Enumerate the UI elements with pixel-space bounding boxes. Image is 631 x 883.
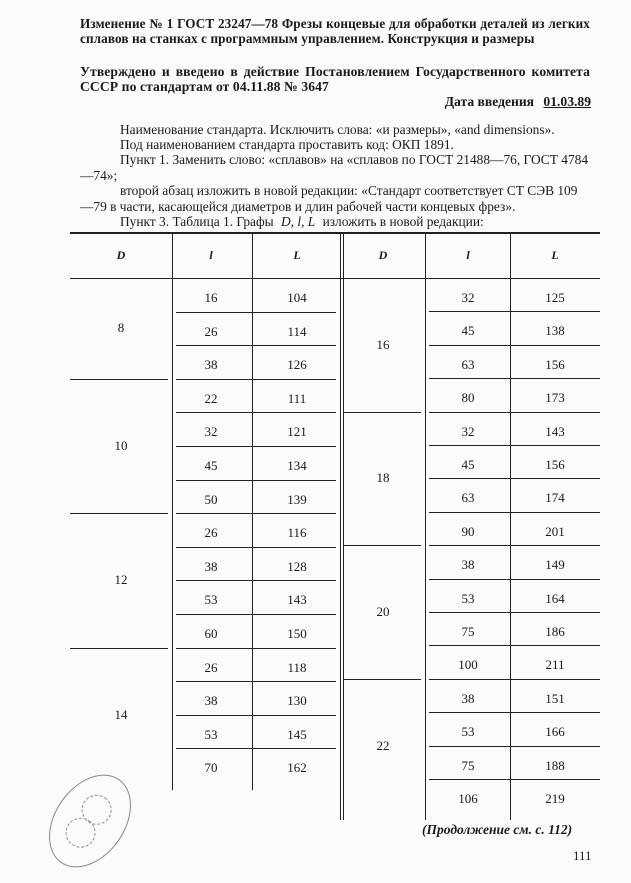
- continuation-note: (Продолжение см. с. 112): [422, 822, 573, 837]
- table-rule: [70, 278, 600, 279]
- cell-D: 12: [114, 572, 128, 588]
- paragraph-4: второй абзац изложить в новой редакции: «Стандарт соответствует СТ СЭВ 109—79 в части, касающейся диаметров и длин рабочей части концевых фрез».: [80, 183, 578, 214]
- table-rule: [429, 746, 600, 747]
- cell-l: 63: [461, 490, 475, 506]
- cell-L: 173: [545, 390, 565, 406]
- cell-L: 134: [287, 458, 307, 473]
- cell-l: 26: [204, 525, 218, 541]
- cell-L: 104: [287, 290, 307, 305]
- column-header-l: l: [209, 248, 213, 262]
- table-rule: [70, 648, 168, 649]
- p5-suffix: изложить в новой редакции:: [322, 214, 484, 229]
- table-rule: [176, 412, 336, 413]
- paragraph-2: Под наименованием стандарта проставить код: ОКП 1891.: [120, 137, 454, 152]
- cell-D: 22: [376, 737, 390, 753]
- column-header-d: D: [116, 248, 126, 262]
- intro-date: [445, 94, 591, 110]
- cell-l: 38: [204, 693, 218, 709]
- table-rule: [429, 512, 600, 513]
- column-rule: [425, 232, 426, 820]
- cell-D: 8: [117, 320, 125, 336]
- column-header-l: l: [466, 248, 470, 262]
- column-rule: [340, 232, 341, 820]
- cell-l: 38: [461, 690, 475, 706]
- table-rule: [176, 547, 336, 548]
- cell-l: 45: [461, 457, 475, 472]
- cell-D: 18: [376, 470, 390, 486]
- cell-l: 32: [204, 424, 218, 440]
- table-rule: [70, 513, 168, 514]
- table-rule: [176, 345, 336, 346]
- cell-l: 53: [461, 590, 475, 606]
- cell-l: 60: [204, 626, 218, 641]
- cell-L: 139: [287, 491, 307, 507]
- paragraph-5: [120, 214, 484, 230]
- cell-L: 186: [545, 624, 565, 639]
- cell-l: 50: [204, 491, 218, 507]
- table-rule: [176, 648, 336, 649]
- cell-L: 111: [287, 390, 307, 406]
- cell-L: 156: [545, 457, 565, 472]
- table-rule: [344, 412, 421, 413]
- column-header-d: D: [378, 248, 388, 262]
- cell-l: 32: [461, 290, 475, 305]
- page-number: 111: [573, 848, 592, 863]
- p5-prefix: Пункт 3. Таблица 1. Графы: [120, 214, 274, 229]
- table-rule: [176, 446, 336, 447]
- cell-L: 219: [545, 791, 565, 806]
- cell-l: 53: [461, 724, 475, 740]
- table-rule: [429, 545, 600, 546]
- cell-l: 38: [461, 557, 475, 573]
- cell-l: 45: [461, 323, 475, 339]
- cell-L: 125: [545, 290, 565, 305]
- amendment-title: Изменение № 1 ГОСТ 23247—78 Фрезы концевые для обработки деталей из легких сплавов на станках с программным управлением. Конструкция и размеры: [80, 16, 590, 46]
- table-rule: [176, 379, 336, 380]
- column-rule: [252, 232, 253, 790]
- cell-l: 90: [461, 523, 475, 539]
- cell-L: 164: [545, 590, 565, 606]
- table-rule: [429, 612, 600, 613]
- cell-l: 53: [204, 726, 218, 742]
- cell-l: 22: [204, 390, 218, 406]
- column-header-l: L: [551, 248, 559, 262]
- table-rule: [176, 681, 336, 682]
- table-rule: [429, 445, 600, 446]
- cell-L: 143: [545, 423, 565, 439]
- cell-l: 75: [461, 757, 475, 773]
- column-rule: [510, 232, 511, 820]
- cell-L: 151: [545, 690, 565, 706]
- table-rule: [344, 679, 421, 680]
- p5-vars: D, l, L: [280, 214, 316, 229]
- cell-L: 121: [287, 424, 307, 440]
- cell-L: 156: [545, 356, 565, 372]
- cell-l: 53: [204, 592, 218, 608]
- table-rule: [176, 580, 336, 581]
- table-rule: [176, 748, 336, 749]
- cell-D: 14: [114, 706, 128, 722]
- table-rule: [429, 679, 600, 680]
- cell-l: 70: [204, 760, 218, 776]
- intro-date-label: Дата введения: [444, 94, 535, 109]
- table-rule: [176, 715, 336, 716]
- cell-l: 106: [458, 791, 478, 806]
- cell-L: 130: [287, 693, 307, 709]
- table-rule: [429, 478, 600, 479]
- cell-L: 138: [545, 323, 565, 339]
- table-rule: [176, 312, 336, 313]
- column-rule: [172, 232, 173, 790]
- cell-l: 80: [461, 390, 475, 406]
- table-rule: [70, 379, 168, 380]
- cell-L: 174: [545, 490, 565, 506]
- intro-date-value: 01.03.89: [543, 94, 591, 109]
- cell-l: 32: [461, 423, 475, 439]
- table-rule: [176, 614, 336, 615]
- cell-l: 100: [458, 657, 478, 673]
- cell-L: 149: [545, 557, 565, 573]
- cell-l: 16: [204, 290, 218, 305]
- cell-D: 10: [114, 438, 128, 453]
- cell-L: 145: [287, 726, 307, 742]
- cell-L: 188: [545, 757, 565, 773]
- cell-L: 166: [545, 724, 565, 740]
- library-stamp: [32, 759, 148, 883]
- table-rule: [429, 412, 600, 413]
- paragraph-1: Наименование стандарта. Исключить слова: «и размеры», «and dimensions».: [120, 122, 555, 137]
- table-rule: [429, 345, 600, 346]
- cell-l: 75: [461, 624, 475, 639]
- table-rule: [429, 311, 600, 312]
- cell-L: 118: [287, 659, 307, 675]
- cell-l: 38: [204, 558, 218, 574]
- cell-L: 114: [287, 323, 307, 339]
- table-rule: [429, 645, 600, 646]
- cell-l: 38: [204, 357, 218, 373]
- cell-D: 16: [376, 336, 390, 352]
- table-rule: [429, 378, 600, 379]
- table-rule: [176, 513, 336, 514]
- cell-L: 201: [545, 523, 565, 539]
- cell-l: 26: [204, 659, 218, 675]
- cell-L: 128: [287, 558, 307, 574]
- cell-l: 63: [461, 356, 475, 372]
- cell-l: 45: [204, 458, 218, 473]
- table-rule: [429, 579, 600, 580]
- table-rule: [344, 545, 421, 546]
- table-rule: [176, 480, 336, 481]
- cell-L: 211: [545, 657, 565, 673]
- table-rule: [429, 779, 600, 780]
- cell-L: 150: [287, 626, 307, 641]
- cell-L: 126: [287, 357, 307, 373]
- column-header-l: L: [293, 248, 301, 262]
- cell-L: 143: [287, 592, 307, 608]
- paragraph-3: Пункт 1. Заменить слово: «сплавов» на «сплавов по ГОСТ 21488—76, ГОСТ 4784—74»;: [80, 152, 589, 183]
- table-rule: [429, 712, 600, 713]
- cell-l: 26: [204, 323, 218, 339]
- approval-statement: Утверждено и введено в действие Постановлением Государственного комитета СССР по стандартам от 04.11.88 № 3647: [80, 64, 590, 94]
- cell-L: 162: [287, 760, 307, 776]
- table-rule: [70, 232, 600, 234]
- column-rule: [343, 232, 344, 820]
- cell-L: 116: [287, 525, 307, 541]
- cell-D: 20: [376, 604, 390, 619]
